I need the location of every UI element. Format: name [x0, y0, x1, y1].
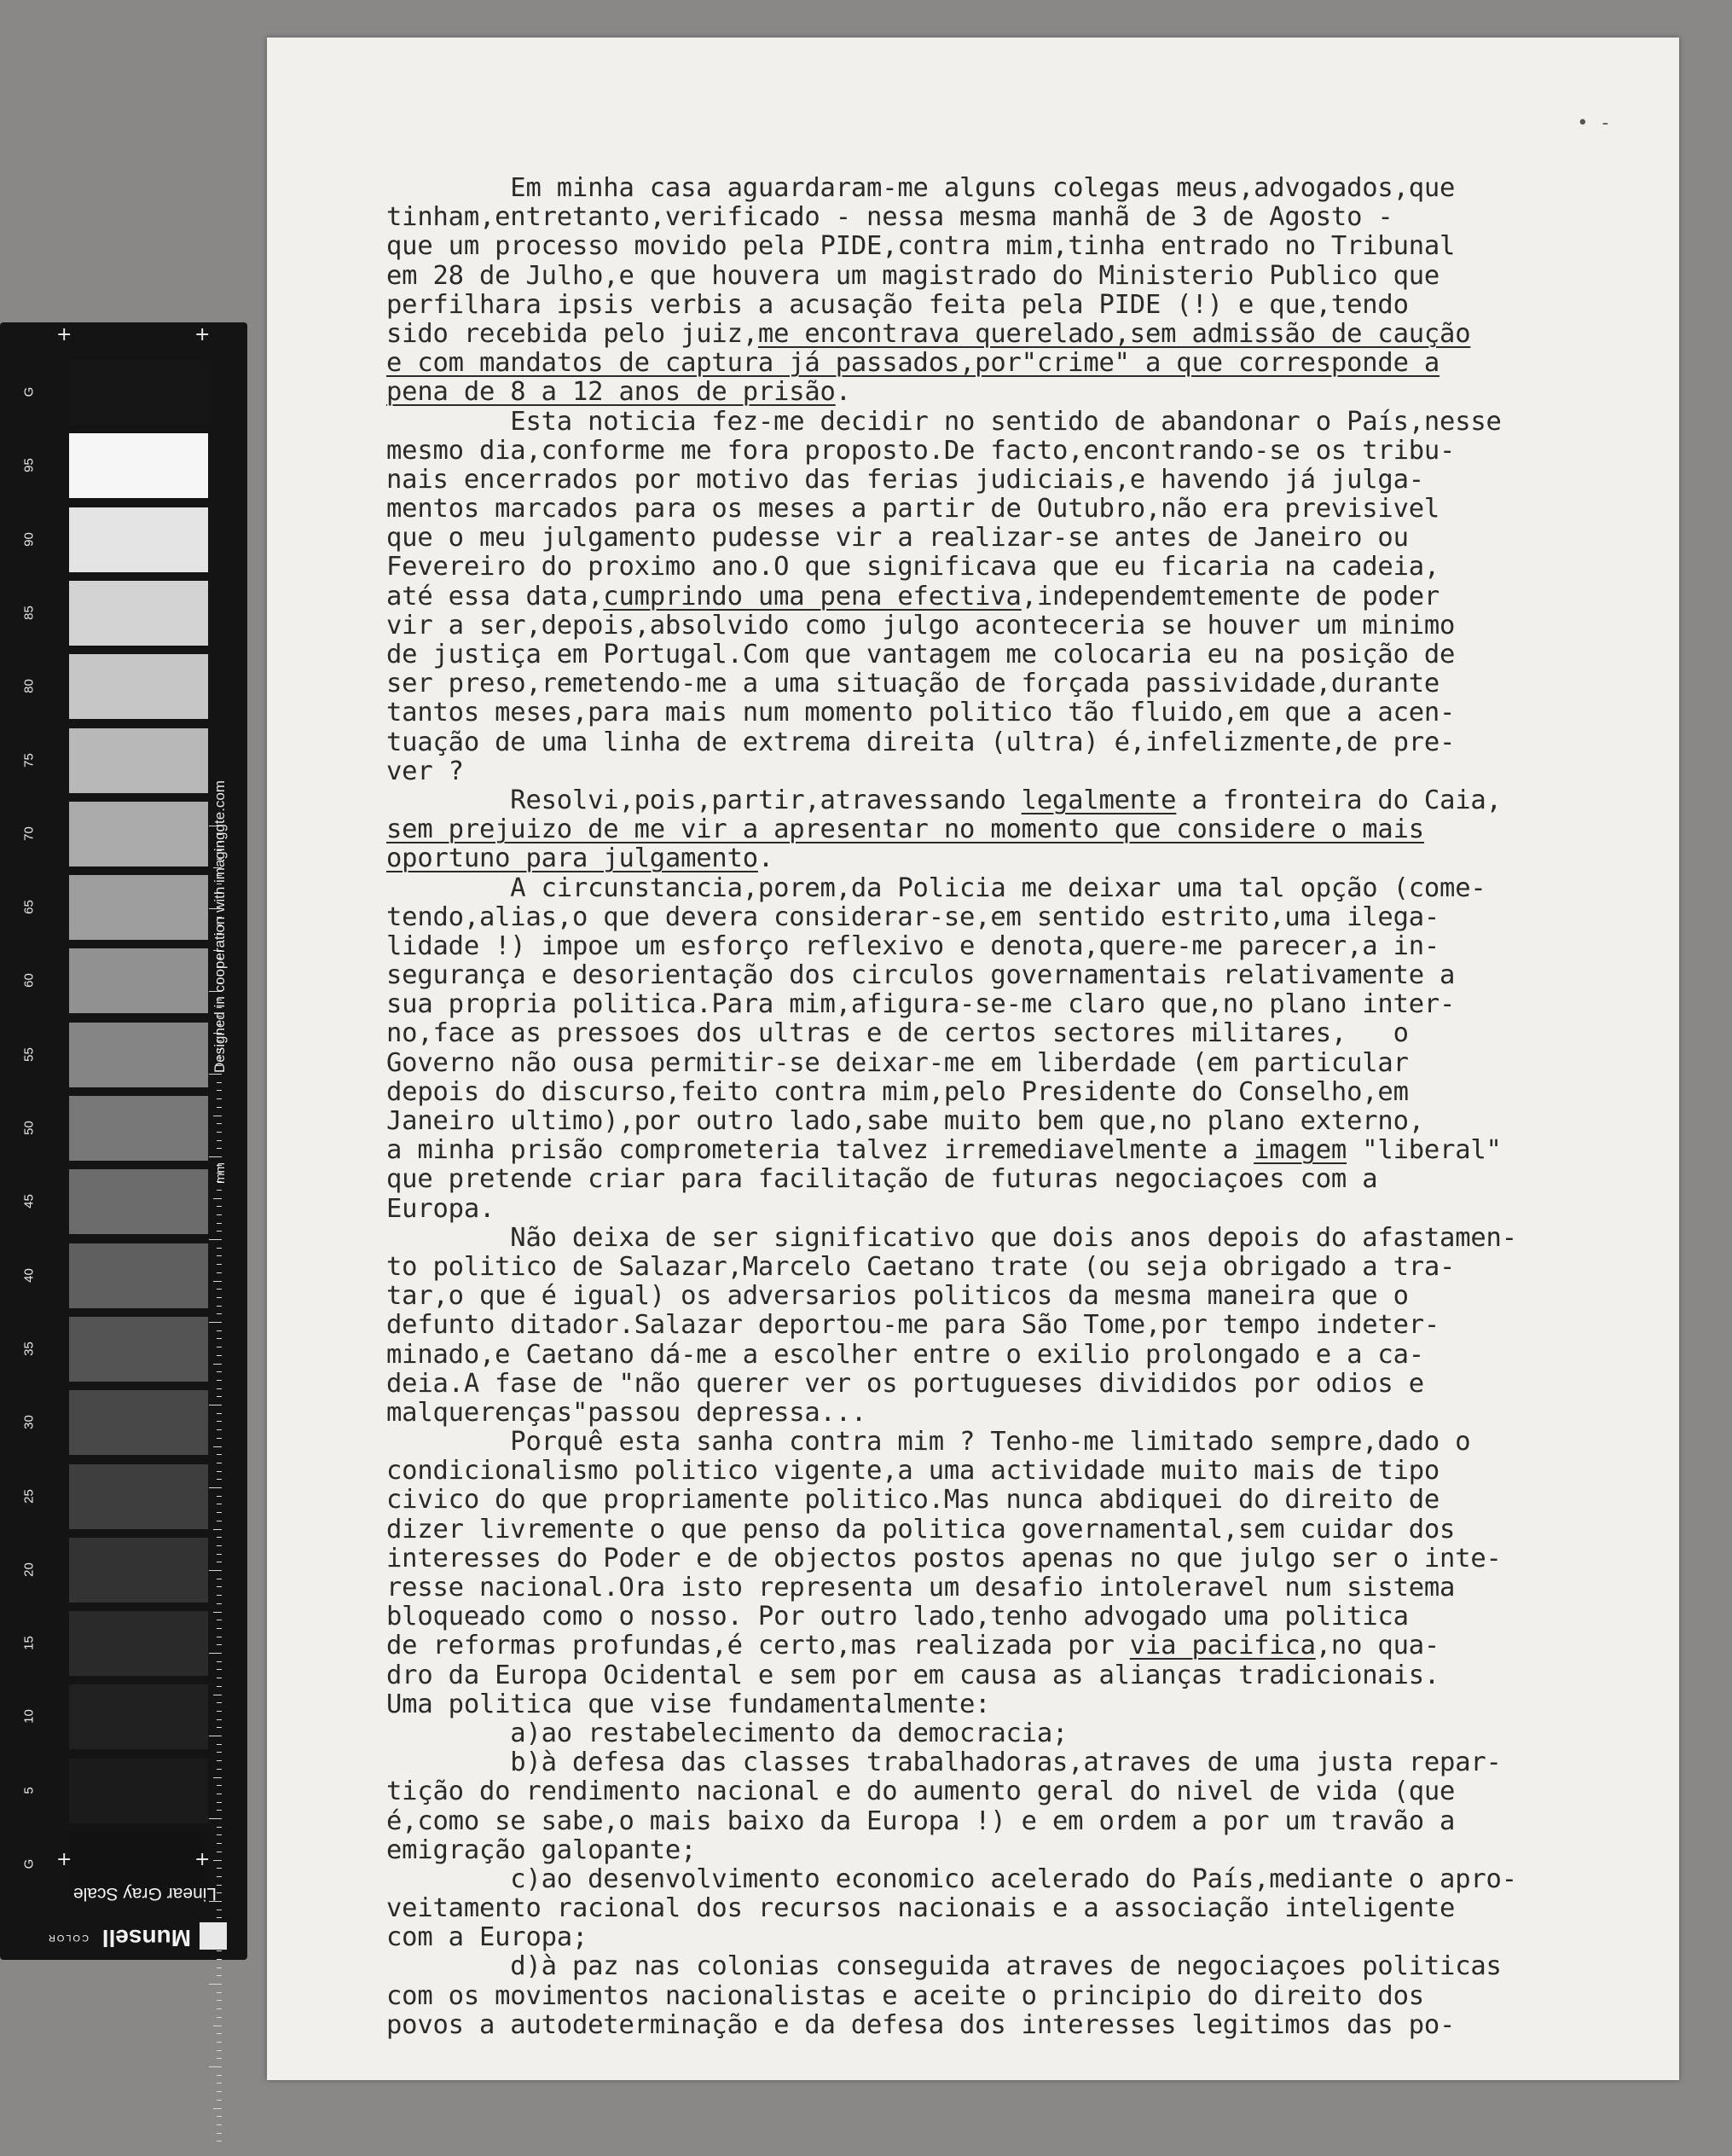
- text-segment: defunto ditador.Salazar deportou-me para São Tome,por tempo indeter-: [386, 1310, 1440, 1341]
- text-line: [386, 669, 1623, 698]
- text-segment: c)ao desenvolvimento economico acelerado do País,mediante o apro-: [386, 1863, 1517, 1894]
- text-line: [386, 1719, 1623, 1748]
- gray-patch: [69, 1390, 208, 1455]
- text-segment: perfilhara ipsis verbis a acusação feita pela PIDE (!) e que,tendo: [386, 289, 1409, 320]
- ruler-tick: [217, 1992, 222, 1993]
- patch-label: 15: [21, 1636, 37, 1650]
- text-segment: ,no qua-: [1315, 1631, 1440, 1661]
- text-line: [386, 174, 1623, 203]
- text-line: [386, 1049, 1623, 1078]
- text-segment: a fronteira do Caia,: [1176, 785, 1502, 815]
- text-line: [386, 1748, 1623, 1777]
- ruler-tick: [213, 1446, 222, 1447]
- text-line: [386, 349, 1623, 378]
- brand-sub: COLOR: [46, 1933, 89, 1943]
- ruler-tick: [217, 1297, 222, 1298]
- patch-label: 10: [21, 1709, 37, 1724]
- underlined-text: me encontrava querelado,sem admissão de caução: [757, 318, 1471, 349]
- ruler-tick: [217, 1248, 222, 1249]
- gray-patch: [69, 1243, 208, 1308]
- text-segment: com a Europa;: [386, 1922, 588, 1953]
- underlined-text: via pacifica: [1129, 1631, 1316, 1661]
- text-line: [386, 1603, 1623, 1631]
- gray-patch: [69, 728, 208, 793]
- text-line: [386, 1690, 1623, 1719]
- ruler-tick: [217, 1785, 222, 1786]
- scale-title: Linear Gray Scale: [72, 1884, 217, 1904]
- gray-patch: [69, 1611, 208, 1676]
- text-line: [386, 291, 1623, 320]
- ruler-tick: [209, 1570, 222, 1571]
- text-line: [386, 1107, 1623, 1136]
- ruler-tick: [209, 1156, 222, 1157]
- ruler-tick: [213, 1529, 222, 1530]
- text-segment: Fevereiro do proximo ano.O que significava que eu ficaria na cadeia,: [386, 552, 1440, 582]
- text-line: [386, 1399, 1623, 1428]
- text-line: [386, 1952, 1623, 1981]
- ruler-tick: [217, 1429, 222, 1430]
- text-line: [386, 2011, 1623, 2040]
- text-segment: veitamento racional dos recursos nacionais e a associação inteligente: [386, 1893, 1456, 1924]
- ruler-tick: [217, 1223, 222, 1224]
- ruler-tick: [213, 1860, 222, 1861]
- ruler-tick: [217, 1628, 222, 1629]
- text-line: [386, 815, 1623, 844]
- ruler-tick: [209, 1984, 222, 1985]
- text-line: [386, 1019, 1623, 1048]
- ruler-tick: [217, 1090, 222, 1091]
- ruler-tick: [217, 1719, 222, 1720]
- text-line: [386, 437, 1623, 466]
- text-line: [386, 553, 1623, 582]
- text-line: [386, 1865, 1623, 1894]
- underlined-text: sem prejuizo de me vir a apresentar no momento que considere o mais: [386, 814, 1424, 845]
- text-segment: mentos marcados para os meses a partir de Outubro,não era previsivel: [386, 494, 1440, 525]
- ruler-tick: [213, 1777, 222, 1778]
- ruler-tick: [217, 1545, 222, 1546]
- text-segment: A circunstancia,porem,da Policia me deixar uma tal opção (come-: [386, 872, 1486, 903]
- text-line: [386, 466, 1623, 495]
- brand-name: Munsell: [101, 1925, 191, 1951]
- text-segment: que um processo movido pela PIDE,contra mim,tinha entrado no Tribunal: [386, 231, 1456, 262]
- ruler-tick: [217, 1123, 222, 1124]
- text-segment: de justiça em Portugal.Com que vantagem me colocaria eu na posição de: [386, 640, 1456, 669]
- patch-label: 90: [21, 531, 37, 547]
- text-segment: que pretende criar para facilitação de futuras negociaçoes com a: [386, 1164, 1378, 1195]
- text-segment: a minha prisão comprometeria talvez irremediavelmente a: [386, 1135, 1254, 1166]
- text-line: [386, 1253, 1623, 1282]
- text-line: [386, 990, 1623, 1019]
- gray-patch: [69, 875, 208, 940]
- text-segment: tinham,entretanto,verificado - nessa mesma manhã de 3 de Agosto -: [386, 202, 1393, 233]
- text-segment: tuação de uma linha de extrema direita (ultra) é,infelizmente,de pre-: [386, 727, 1456, 757]
- ruler-tick: [217, 1438, 222, 1439]
- ruler-tick: [217, 1255, 222, 1256]
- ruler-tick: [217, 1702, 222, 1703]
- ruler-tick: [217, 2083, 222, 2084]
- patch-label: 20: [21, 1562, 37, 1577]
- text-line: [386, 640, 1623, 669]
- ruler-tick: [217, 1330, 222, 1331]
- text-segment: ser preso,remetendo-me a uma situação de forçada passividade,durante: [386, 669, 1440, 699]
- patch-label: 55: [21, 1046, 37, 1062]
- ruler-tick: [217, 1537, 222, 1538]
- text-segment: sido recebida pelo juiz,: [386, 318, 758, 349]
- ruler-tick: [217, 1810, 222, 1811]
- gray-patch: [69, 1759, 208, 1823]
- ruler-tick: [217, 1471, 222, 1472]
- patch-label: 30: [21, 1415, 37, 1430]
- text-line: [386, 1982, 1623, 2011]
- gray-patch: [69, 1023, 208, 1087]
- ruler-tick: [217, 1082, 222, 1083]
- patch-label: 5: [21, 1787, 37, 1794]
- page-mark: • -: [1577, 113, 1611, 134]
- typed-text-body: [386, 174, 1623, 2040]
- ruler-tick: [217, 1371, 222, 1372]
- text-line: [386, 582, 1623, 611]
- ruler-tick: [213, 1612, 222, 1613]
- patch-label: 35: [21, 1342, 37, 1356]
- patch-label: 25: [21, 1488, 37, 1504]
- gray-patch: [69, 581, 208, 646]
- gray-patch: [69, 802, 208, 866]
- text-line: [386, 1574, 1623, 1603]
- ruler-tick: [217, 1834, 222, 1835]
- text-line: [386, 1311, 1623, 1340]
- registration-mark: +: [194, 1849, 211, 1870]
- text-segment: ,independemtemente de poder: [1021, 581, 1440, 611]
- ruler-tick: [217, 1554, 222, 1555]
- text-segment: até essa data,: [386, 581, 604, 611]
- ruler-tick: [217, 2033, 222, 2034]
- document-page: [267, 38, 1679, 2080]
- gray-patch: [69, 1317, 208, 1382]
- munsell-logo-icon: [200, 1922, 227, 1950]
- text-line: [386, 1631, 1623, 1660]
- ruler-tick: [217, 2008, 222, 2009]
- text-line: [386, 1457, 1623, 1486]
- ruler-tick: [209, 1818, 222, 1819]
- ruler-tick: [217, 1827, 222, 1828]
- text-segment: "liberal": [1347, 1135, 1502, 1166]
- ruler-tick: [217, 1727, 222, 1728]
- ruler-tick: [217, 1595, 222, 1596]
- text-segment: é,como se sabe,o mais baixo da Europa !) e em ordem a por um travão a: [386, 1805, 1456, 1836]
- text-segment: bloqueado como o nosso. Por outro lado,tenho advogado uma politica: [386, 1602, 1409, 1632]
- text-segment: com os movimentos nacionalistas e aceite o principio do direito dos: [386, 1980, 1424, 2011]
- ruler-tick: [217, 1214, 222, 1215]
- text-segment: tar,o que é igual) os adversarios politicos da mesma maneira que o: [386, 1281, 1409, 1312]
- registration-mark: +: [194, 324, 211, 345]
- text-line: [386, 320, 1623, 349]
- patch-label: 65: [21, 900, 37, 914]
- text-segment: Janeiro ultimo),por outro lado,sabe muito bem que,no plano externo,: [386, 1106, 1424, 1136]
- patch-label: 50: [21, 1121, 37, 1135]
- text-segment: dizer livremente o que penso da politica governamental,sem cuidar dos: [386, 1514, 1456, 1545]
- text-line: [386, 786, 1623, 815]
- text-segment: deia.A fase de "não querer ver os portugueses divididos por odios e: [386, 1368, 1424, 1399]
- ruler-tick: [217, 1603, 222, 1604]
- text-line: [386, 1836, 1623, 1865]
- text-segment: .: [835, 377, 851, 408]
- ruler-tick: [217, 1306, 222, 1307]
- text-line: [386, 961, 1623, 990]
- text-line: [386, 1428, 1623, 1457]
- text-line: [386, 232, 1623, 261]
- ruler-tick: [217, 1421, 222, 1422]
- gray-patch: [69, 948, 208, 1013]
- text-segment: Em minha casa aguardaram-me alguns colegas meus,advogados,que: [386, 173, 1456, 203]
- text-line: [386, 1136, 1623, 1165]
- ruler-tick: [217, 1098, 222, 1099]
- ruler-tick: [217, 1454, 222, 1455]
- text-segment: Esta noticia fez-me decidir no sentido de abandonar o País,nesse: [386, 406, 1502, 437]
- text-line: [386, 1370, 1623, 1399]
- text-segment: lidade !) impoe um esforço reflexivo e denota,quere-me parecer,a in-: [386, 930, 1440, 961]
- ruler-tick: [209, 1074, 222, 1075]
- patch-label: 70: [21, 826, 37, 841]
- text-segment: resse nacional.Ora isto representa um desafio intoleravel num sistema: [386, 1573, 1456, 1603]
- ruler-tick: [209, 1322, 222, 1323]
- text-line: [386, 698, 1623, 727]
- text-segment: sua propria politica.Para mim,afigura-se-me claro que,no plano inter-: [386, 989, 1456, 1020]
- ruler-tick: [217, 2141, 222, 2142]
- text-segment: malquerenças"passou depressa...: [386, 1397, 867, 1428]
- gray-patch: [69, 654, 208, 719]
- ruler-tick: [217, 2091, 222, 2092]
- text-segment: Não deixa de ser significativo que dois anos depois do afastamen-: [386, 1222, 1517, 1253]
- ruler-tick: [217, 1148, 222, 1149]
- text-line: [386, 1486, 1623, 1515]
- ruler-tick: [217, 1380, 222, 1381]
- text-line: [386, 932, 1623, 961]
- ruler-tick: [213, 1281, 222, 1282]
- patch-label: 95: [21, 458, 37, 473]
- text-line: [386, 1923, 1623, 1952]
- ruler-tick: [217, 1231, 222, 1232]
- patch-label: 40: [21, 1267, 37, 1283]
- ruler-tick: [217, 1264, 222, 1265]
- ruler-tick: [217, 2075, 222, 2076]
- ruler-tick: [217, 1347, 222, 1348]
- ruler-tick: [217, 1802, 222, 1803]
- ruler-unit: mm: [213, 1162, 228, 1184]
- underlined-text: pena de 8 a 12 anos de prisão: [386, 377, 836, 408]
- ruler-tick: [217, 1272, 222, 1273]
- text-line: [386, 495, 1623, 524]
- text-segment: povos a autodeterminação e da defesa dos interesses legitimos das po-: [386, 2009, 1456, 2040]
- text-segment: d)à paz nas colonias conseguida atraves de negociaçoes politicas: [386, 1951, 1502, 1982]
- text-line: [386, 757, 1623, 786]
- ruler-tick: [217, 1388, 222, 1389]
- gray-scale-card: [0, 322, 247, 1960]
- text-line: [386, 1545, 1623, 1574]
- text-line: [386, 903, 1623, 932]
- ruler-tick: [217, 2100, 222, 2101]
- ruler-tick: [217, 1752, 222, 1753]
- ruler-tick: [217, 1686, 222, 1687]
- text-segment: tição do rendimento nacional e do aumento geral do nivel de vida (que: [386, 1776, 1456, 1807]
- text-segment: em 28 de Julho,e que houvera um magistrado do Ministerio Publico que: [386, 260, 1440, 291]
- text-segment: segurança e desorientação dos circulos governamentais relativamente a: [386, 960, 1456, 991]
- ruler-tick: [217, 1479, 222, 1480]
- text-line: [386, 1078, 1623, 1107]
- gray-patch: [69, 433, 208, 498]
- text-segment: Europa.: [386, 1193, 495, 1224]
- ruler-tick: [217, 1396, 222, 1397]
- text-line: [386, 1807, 1623, 1836]
- text-segment: dro da Europa Ocidental e sem por em causa as alianças tradicionais.: [386, 1660, 1440, 1690]
- ruler-tick: [217, 2133, 222, 2134]
- text-segment: mesmo dia,conforme me fora proposto.De facto,encontrando-se os tribu-: [386, 435, 1456, 466]
- ruler-tick: [209, 2066, 222, 2067]
- text-segment: minado,e Caetano dá-me a escolher entre o exilio prolongado e a ca-: [386, 1339, 1424, 1370]
- text-line: [386, 1341, 1623, 1370]
- ruler-tick: [217, 2000, 222, 2001]
- gray-patch: [69, 1464, 208, 1529]
- ruler-tick: [213, 2108, 222, 2109]
- brand-logo: [46, 1915, 239, 1953]
- text-segment: .: [757, 843, 774, 874]
- ruler-tick: [213, 1198, 222, 1199]
- text-line: [386, 1894, 1623, 1923]
- ruler-tick: [217, 1769, 222, 1770]
- ruler-tick: [217, 1586, 222, 1587]
- underlined-text: oportuno para julgamento: [386, 843, 758, 874]
- ruler-tick: [217, 1760, 222, 1761]
- text-line: [386, 1282, 1623, 1311]
- text-segment: civico do que propriamente politico.Mas nunca abdiquei do direito de: [386, 1485, 1440, 1516]
- text-line: [386, 844, 1623, 873]
- patch-label: 80: [21, 679, 37, 694]
- patch-label: 60: [21, 973, 37, 988]
- underlined-text: cumprindo uma pena efectiva: [603, 581, 1022, 611]
- underlined-text: imagem: [1254, 1135, 1347, 1166]
- ruler-tick: [217, 2124, 222, 2125]
- underlined-text: e com mandatos de captura já passados,por"crime" a que corresponde a: [386, 348, 1440, 379]
- text-segment: to politico de Salazar,Marcelo Caetano trate (ou seja obrigado a tra-: [386, 1251, 1456, 1282]
- text-segment: Porquê esta sanha contra mim ? Tenho-me limitado sempre,dado o: [386, 1427, 1471, 1458]
- text-segment: emigração galopante;: [386, 1834, 697, 1865]
- text-line: [386, 203, 1623, 232]
- gray-patch: [69, 1538, 208, 1603]
- ruler-tick: [209, 1487, 222, 1488]
- text-line: [386, 524, 1623, 553]
- ruler-tick: [217, 1661, 222, 1662]
- text-line: [386, 1777, 1623, 1806]
- text-line: [386, 1516, 1623, 1545]
- text-segment: no,face as pressoes dos ultras e de certos sectores militares, o: [386, 1018, 1409, 1049]
- gray-patch: [69, 360, 208, 425]
- designed-credit: Designed in cooperation with imaginggte.com: [211, 780, 228, 1073]
- ruler-tick: [217, 1496, 222, 1497]
- patch-label: G: [21, 386, 37, 397]
- text-segment: Governo não ousa permitir-se deixar-me em liberdade (em particular: [386, 1047, 1409, 1078]
- ruler-tick: [217, 1190, 222, 1191]
- text-line: [386, 874, 1623, 903]
- text-segment: condicionalismo politico vigente,a uma actividade muito mais de tipo: [386, 1456, 1440, 1487]
- ruler-tick: [217, 1975, 222, 1976]
- text-segment: tantos meses,para mais num momento politico tão fluido,em que a acen-: [386, 698, 1456, 728]
- gray-patch: [69, 1096, 208, 1161]
- text-line: [386, 378, 1623, 407]
- ruler-tick: [209, 1653, 222, 1654]
- ruler-tick: [217, 2017, 222, 2018]
- text-segment: Resolvi,pois,partir,atravessando: [386, 785, 1022, 815]
- gray-patch: [69, 1169, 208, 1234]
- ruler-tick: [217, 1843, 222, 1844]
- text-segment: tendo,alias,o que devera considerar-se,em sentido estrito,uma ilega-: [386, 901, 1440, 932]
- ruler-tick: [217, 1140, 222, 1141]
- text-segment: b)à defesa das classes trabalhadoras,atraves de uma justa repar-: [386, 1747, 1502, 1778]
- ruler-tick: [217, 1669, 222, 1670]
- ruler-tick: [213, 1364, 222, 1365]
- ruler-tick: [217, 1206, 222, 1207]
- ruler-tick: [217, 1744, 222, 1745]
- text-segment: depois do discurso,feito contra mim,pelo Presidente do Conselho,em: [386, 1076, 1409, 1107]
- patch-label: 45: [21, 1194, 37, 1209]
- text-line: [386, 611, 1623, 640]
- text-segment: ver ?: [386, 756, 464, 786]
- gray-patch: [69, 1684, 208, 1749]
- text-line: [386, 1165, 1623, 1194]
- patch-label: 85: [21, 606, 37, 620]
- text-segment: de reformas profundas,é certo,mas realizada por: [386, 1631, 1130, 1661]
- text-line: [386, 1661, 1623, 1690]
- text-segment: vir a ser,depois,absolvido como julgo aconteceria se houver um minimo: [386, 610, 1456, 640]
- text-segment: nais encerrados por motivo das ferias judiciais,e havendo já julga-: [386, 464, 1424, 495]
- gray-scale-patches: [13, 333, 235, 1950]
- text-segment: interesses do Poder e de objectos postos apenas no que julgo ser o inte-: [386, 1543, 1502, 1574]
- registration-mark: +: [56, 324, 72, 345]
- ruler-tick: [217, 1711, 222, 1712]
- ruler-tick: [217, 1313, 222, 1314]
- text-line: [386, 262, 1623, 291]
- text-line: [386, 1224, 1623, 1253]
- ruler-tick: [217, 2116, 222, 2117]
- brand-area: [46, 1875, 239, 1960]
- ruler-tick: [217, 1413, 222, 1414]
- ruler-tick: [217, 1355, 222, 1356]
- text-segment: que o meu julgamento pudesse vir a realizar-se antes de Janeiro ou: [386, 523, 1409, 553]
- ruler-tick: [217, 1107, 222, 1108]
- ruler-tick: [209, 1239, 222, 1240]
- patch-label: G: [21, 1858, 37, 1869]
- patch-label: 75: [21, 752, 37, 768]
- gray-patch: [69, 507, 208, 572]
- ruler-tick: [217, 2058, 222, 2059]
- ruler-tick: [217, 2042, 222, 2043]
- text-segment: Uma politica que vise fundamentalmente:: [386, 1689, 991, 1719]
- ruler-tick: [217, 1132, 222, 1133]
- text-line: [386, 728, 1623, 757]
- ruler-tick: [217, 1289, 222, 1290]
- ruler-tick: [217, 1338, 222, 1339]
- text-line: [386, 408, 1623, 437]
- registration-mark: +: [56, 1849, 72, 1870]
- ruler-tick: [217, 2050, 222, 2051]
- ruler-tick: [217, 1512, 222, 1513]
- text-line: [386, 1195, 1623, 1224]
- underlined-text: legalmente: [1021, 785, 1177, 815]
- text-segment: a)ao restabelecimento da democracia;: [386, 1718, 1069, 1748]
- ruler-tick: [217, 1644, 222, 1645]
- ruler-tick: [217, 1868, 222, 1869]
